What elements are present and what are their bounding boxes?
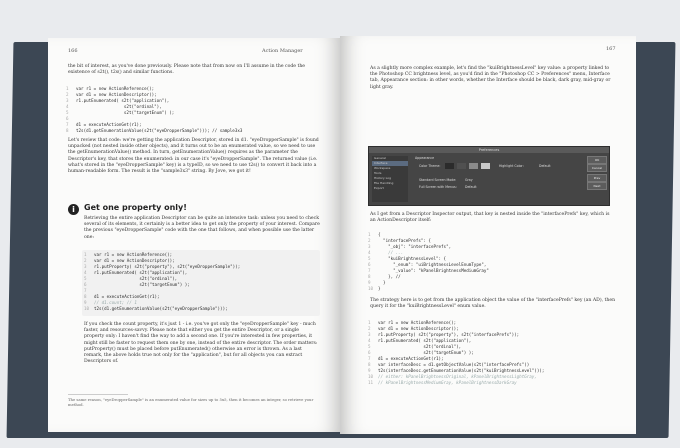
line-number: 7 xyxy=(84,288,87,293)
code-text: var d1 = new ActionDescriptor(); xyxy=(76,92,157,97)
code-text: // ... xyxy=(378,250,404,255)
code-text: "kuiBrightnessLevel": { xyxy=(378,256,447,261)
code-text: t2s(d1.getEnumerationValue(s2t("eyeDropperSample"))); xyxy=(94,306,228,311)
line-number: 11 xyxy=(368,380,374,385)
theme-swatch-light-gray xyxy=(481,163,490,169)
line-number: 7 xyxy=(368,268,371,273)
code-text: d1 = executeActionGet(r1); xyxy=(76,122,142,127)
preferences-sidebar-item[interactable]: General xyxy=(374,156,386,160)
next-button[interactable]: Next xyxy=(587,182,607,190)
preferences-sidebar-item[interactable]: Workspace xyxy=(374,166,391,170)
code-block-tip xyxy=(84,252,240,312)
line-number: 3 xyxy=(368,244,371,249)
line-number: 10 xyxy=(368,374,374,379)
preferences-sidebar-item[interactable]: Interface xyxy=(372,161,408,166)
line-number: 9 xyxy=(84,300,87,305)
tip-title: Get one property only! xyxy=(84,203,187,212)
line-number: 2 xyxy=(368,238,371,243)
info-icon: i xyxy=(68,204,79,215)
code-text: "_obj": "interfacePrefs", xyxy=(378,244,452,249)
code-text: t2s(d1.getEnumerationValue(s2t("eyeDropperSample"))); // sample3x3 xyxy=(76,128,243,133)
line-number: 6 xyxy=(368,350,371,355)
line-number: 10 xyxy=(368,286,374,291)
line-number: 3 xyxy=(368,332,371,337)
paragraph-strategy: The strategy here is to get from the application object the value of the "interfacePrefs" key (an AD), then query it for the "kuiBrightnessLevel" enum value. xyxy=(370,298,616,310)
line-number: 10 xyxy=(84,306,90,311)
fullscreen-label: Full Screen with Menus: xyxy=(419,185,457,189)
running-head: Action Manager xyxy=(262,48,303,54)
code-text: "_value": "kPanelBrightnessMediumGray" xyxy=(378,268,489,273)
line-number: 5 xyxy=(368,256,371,261)
line-number: 2 xyxy=(66,92,69,97)
line-number: 9 xyxy=(368,368,371,373)
theme-swatch-black xyxy=(445,163,454,169)
color-theme-label: Color Theme: xyxy=(419,164,441,168)
footnote-rule xyxy=(68,394,128,395)
line-number: 1 xyxy=(84,252,87,257)
tip-text: Retrieving the entire application Descriptor can be quite an intensive task: unless you need to check several of its elements, it certainly is a better idea to get only the property of your interest. Compare the previous "eyeDropperSample" code with the one that follows, and when possible use the latter one: xyxy=(84,216,320,240)
code-text: s2t("targetEnum") ); xyxy=(76,110,175,115)
screen-mode-value: Gray xyxy=(465,178,473,182)
line-number: 3 xyxy=(66,98,69,103)
preferences-sidebar-item[interactable]: History Log xyxy=(374,176,391,180)
code-text: var r1 = new ActionReference(); xyxy=(94,252,173,257)
code-block-1 xyxy=(66,86,242,134)
fullscreen-value: Default xyxy=(465,185,477,189)
code2-line xyxy=(368,380,544,386)
line-number: 8 xyxy=(84,294,87,299)
tip-after-text: If you check the count property, it's just 1 - i.e. you've got only the "eyeDropperSample" key - much faster, and resources-savvy. Please note that either you get the entire Descriptor, or a single property only: I haven't find the way to add a second one. If you're interested in few properties, it might still be faster to request them one by one, instead of the entire descriptor. The order matters: putProperty() must be placed before putEnumerated() otherwise an error is thrown. As a last remark, the above holds true not only for the "application", but for all objects you can extract Descriptors of. xyxy=(84,322,318,365)
code-text: // kPanelBrightnessMediumGray, kPanelBrightnessDarkGray xyxy=(378,380,517,385)
code1-line xyxy=(66,128,242,134)
code-text: "_enum": "uiBrightnessLevelEnumType", xyxy=(378,262,487,267)
preferences-sidebar-item[interactable]: Export xyxy=(374,186,384,190)
line-number: 5 xyxy=(66,110,69,115)
code-text: }, // xyxy=(378,274,401,279)
code-text: r1.putEnumerated( s2t("application"), xyxy=(378,338,472,343)
line-number: 2 xyxy=(368,326,371,331)
theme-swatch-mid-gray xyxy=(469,163,478,169)
code-text: // d1.count; // 1 xyxy=(94,300,137,305)
tip-code-line xyxy=(84,306,240,312)
code-text: r1.putEnumerated( s2t("application"), xyxy=(76,98,170,103)
code-text: } xyxy=(378,280,386,285)
code-text: "interfacePrefs": { xyxy=(378,238,431,243)
code-text: d1 = executeActionGet(r1); xyxy=(94,294,160,299)
line-number: 7 xyxy=(368,356,371,361)
line-number: 8 xyxy=(66,128,69,133)
code-text: r1.putProperty( s2t("property"), s2t("interfacePrefs")); xyxy=(378,332,520,337)
paragraph-inspector: As I get from a Descriptor Inspector output, that key is nested inside the "interfacePrefs" key, which is an ActionDescriptor itself: xyxy=(370,212,610,224)
page-number: 167 xyxy=(606,46,616,52)
ok-button[interactable]: OK xyxy=(587,156,607,164)
code-text: var interfaceDesc = d1.getObjectValue(s2t("interfacePrefs")) xyxy=(378,362,530,367)
line-number: 4 xyxy=(66,104,69,109)
cancel-button[interactable]: Cancel xyxy=(587,164,607,172)
code-text: s2t("targetEnum") ); xyxy=(378,350,474,355)
preferences-sidebar-item[interactable]: Tools xyxy=(374,171,382,175)
line-number: 6 xyxy=(84,282,87,287)
line-number: 4 xyxy=(368,250,371,255)
preferences-sidebar xyxy=(372,156,408,202)
json-line xyxy=(368,286,489,292)
appearance-label: Appearance xyxy=(415,156,435,160)
theme-swatch-dark-gray xyxy=(457,163,466,169)
left-page xyxy=(48,38,340,432)
line-number: 4 xyxy=(84,270,87,275)
line-number: 6 xyxy=(66,116,69,121)
code-text: d1 = executeActionGet(r1); xyxy=(378,356,444,361)
line-number: 6 xyxy=(368,262,371,267)
code-text: r1.putEnumerated( s2t("application"), xyxy=(94,270,188,275)
code-text: s2t("ordinal"), xyxy=(76,104,162,109)
preferences-title: Preferences xyxy=(369,147,609,153)
highlight-label: Highlight Color: xyxy=(499,164,524,168)
code-text: r1.putProperty( s2t("property"), s2t("eyeDropperSample")); xyxy=(94,264,241,269)
code-text: s2t("ordinal"), xyxy=(94,276,178,281)
code-text: } xyxy=(378,286,381,291)
line-number: 8 xyxy=(368,362,371,367)
code-text: var r1 = new ActionReference(); xyxy=(378,320,457,325)
paragraph-intro: the bit of interest, as you've done previously. Please note that from now on I'll assume in the code the existence of s2t(), t2s() and similar functions. xyxy=(68,64,305,76)
line-number: 7 xyxy=(66,122,69,127)
paragraph-example: As a slightly more complex example, let's find the "kuiBrightnessLevel" key value: a property linked to the Photoshop CC brightness level, as you'd find in the "Photoshop CC > Preferences" menu, Interface tab, Appearance section: in other words, whether the Interface should be black, dark gray, mid-gray or light gray. xyxy=(370,66,611,90)
paragraph-review: Let's review that code: we're getting the application Descriptor, stored in d1. "eyeDropperSample" is found unpacked (not nested inside other objects), and it turns out to be an enumerated value, so we need to use the getEnumerationValue() method. In turn, getEnumerationValue() requires as the parameter the Descriptor's key, that stores the enumerated: in our case it's "eyeDropperSample". The returned value (i.e. what's stored in the "eyeDropperSample" key) is a typeID, so we need to use t2s() to convert it back into a human-readable form. The result is the "sample3x3" string. By Jove, we got it! xyxy=(68,138,319,175)
code-text: var r1 = new ActionReference(); xyxy=(76,86,155,91)
line-number: 1 xyxy=(368,320,371,325)
code-text: s2t("targetEnum") ); xyxy=(94,282,190,287)
prev-button[interactable]: Prev xyxy=(587,174,607,182)
code-text: { xyxy=(378,232,381,237)
page-number: 166 xyxy=(68,48,78,54)
line-number: 8 xyxy=(368,274,371,279)
preferences-screenshot xyxy=(368,146,610,206)
code-block-2 xyxy=(368,320,544,386)
line-number: 9 xyxy=(368,280,371,285)
line-number: 1 xyxy=(368,232,371,237)
line-number: 3 xyxy=(84,264,87,269)
line-number: 5 xyxy=(368,344,371,349)
line-number: 5 xyxy=(84,276,87,281)
screen-mode-label: Standard Screen Mode: xyxy=(419,178,457,182)
code-text: var d1 = new ActionDescriptor(); xyxy=(378,326,459,331)
right-page xyxy=(340,36,636,434)
code-text: t2s(interfaceDesc.getEnumerationValue(s2t("kuiBrightnessLevel"))); xyxy=(378,368,545,373)
highlight-value: Default xyxy=(539,164,551,168)
code-text: s2t("ordinal"), xyxy=(378,344,462,349)
code-text: var d1 = new ActionDescriptor(); xyxy=(94,258,175,263)
preferences-sidebar-item[interactable]: File Handling xyxy=(374,181,394,185)
footnote: The same reason, "eyeDropperSample" is an enumerated value for sizes up to 5x5, then it becomes an integer, so retrieve your method. xyxy=(68,397,314,407)
json-code-block xyxy=(368,232,489,292)
line-number: 4 xyxy=(368,338,371,343)
line-number: 1 xyxy=(66,86,69,91)
line-number: 2 xyxy=(84,258,87,263)
code-text: // either: kPanelBrightnessOriginal, kPanelBrightnessLightGray, xyxy=(378,374,537,379)
